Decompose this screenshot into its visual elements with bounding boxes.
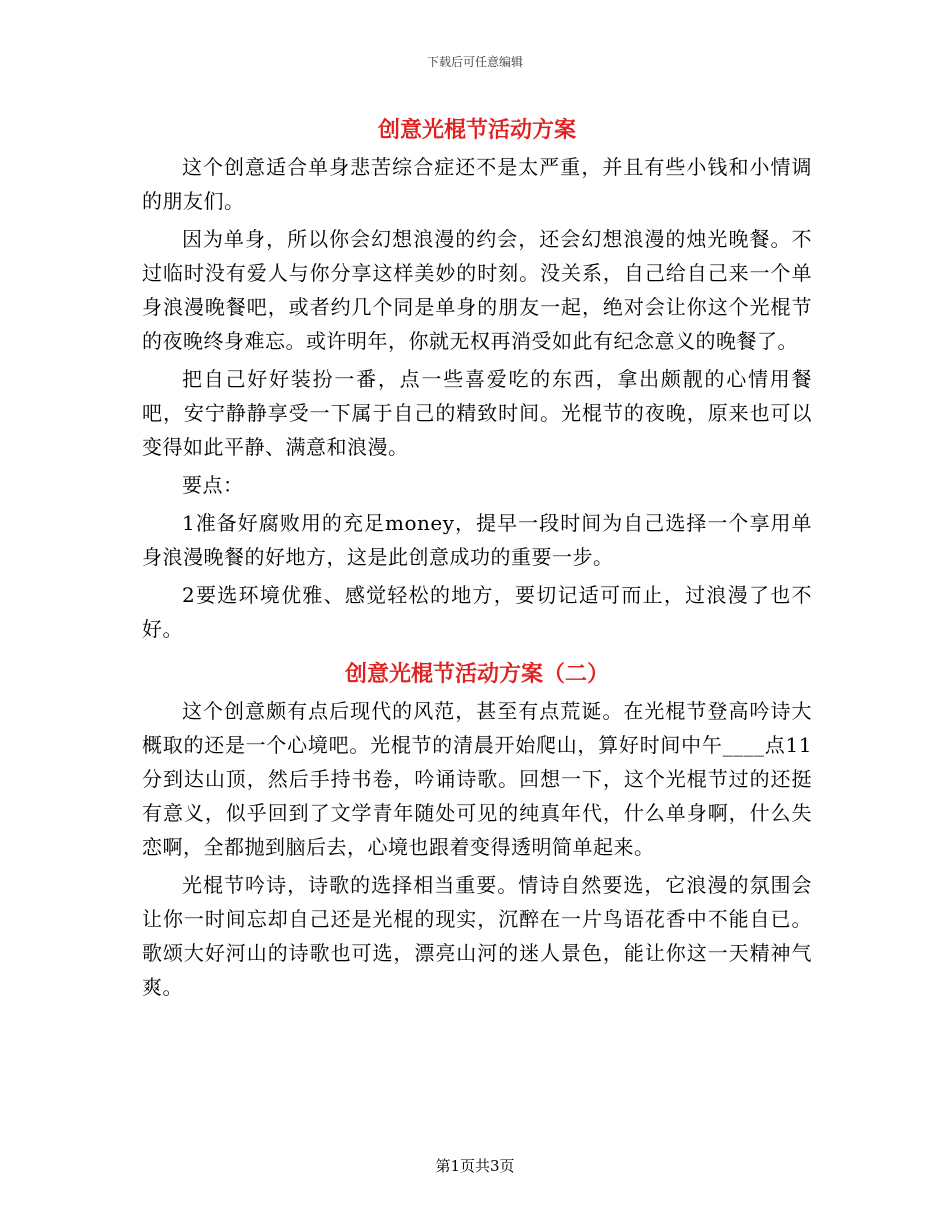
key-point-item: 1准备好腐败用的充足money，提早一段时间为自己选择一个享用单身浪漫晚餐的好地方，这是此创意成功的重要一步。 (142, 511, 812, 569)
page-footer: 第1页共3页 (435, 1157, 515, 1175)
paragraph: 把自己好好装扮一番，点一些喜爱吃的东西，拿出颇靓的心情用餐吧，安宁静静享受一下属于自己的精致时间。光棍节的夜晚，原来也可以变得如此平静、满意和浪漫。 (142, 367, 812, 459)
header-note: 下载后可任意编辑 (426, 55, 523, 69)
section-1-title: 创意光棍节活动方案 (377, 117, 576, 143)
paragraph: 因为单身，所以你会幻想浪漫的约会，还会幻想浪漫的烛光晚餐。不过临时没有爱人与你分享这样美妙的时刻。没关系，自己给自己来一个单身浪漫晚餐吧，或者约几个同是单身的朋友一起，绝对会让你这个光棍节的夜晚终身难忘。或许明年，你就无权再消受如此有纪念意义的晚餐了。 (142, 227, 812, 353)
section-2-title: 创意光棍节活动方案（二） (344, 661, 609, 687)
document-body (142, 110, 812, 1008)
key-points-label: 要点： (182, 473, 244, 497)
key-point-item: 2要选环境优雅、感觉轻松的地方，要切记适可而止，过浪漫了也不好。 (142, 583, 812, 641)
paragraph: 这个创意颇有点后现代的风范，甚至有点荒诞。在光棍节登高吟诗大概取的还是一个心境吧。光棍节的清晨开始爬山，算好时间中午____点11分到达山顶，然后手持书卷，吟诵诗歌。回想一下，这个光棍节过的还挺有意义，似乎回到了文学青年随处可见的纯真年代，什么单身啊，什么失恋啊，全都抛到脑后去，心境也跟着变得透明简单起来。 (142, 699, 812, 859)
paragraph: 这个创意适合单身悲苦综合症还不是太严重，并且有些小钱和小情调的朋友们。 (142, 155, 812, 213)
paragraph: 光棍节吟诗，诗歌的选择相当重要。情诗自然要选，它浪漫的氛围会让你一时间忘却自己还是光棍的现实，沉醉在一片鸟语花香中不能自已。歌颂大好河山的诗歌也可选，漂亮山河的迷人景色，能让你这一天精神气爽。 (142, 873, 812, 999)
